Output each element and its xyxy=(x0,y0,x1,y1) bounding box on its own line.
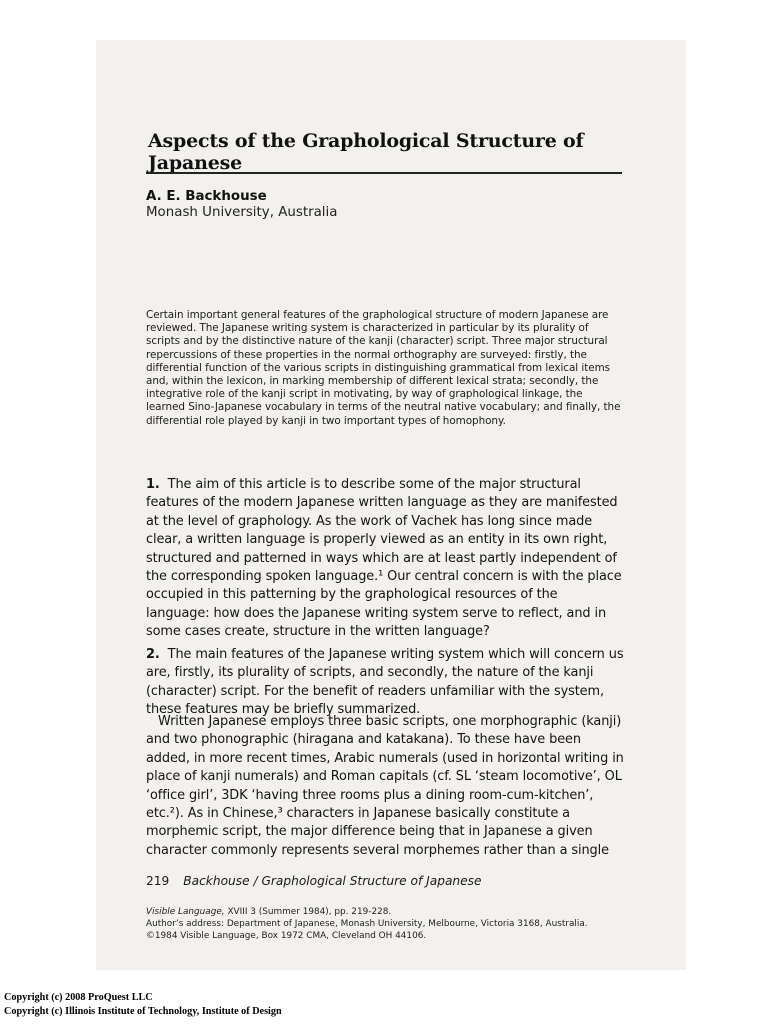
journal-copyright: ©1984 Visible Language, Box 1972 CMA, Cleveland OH 44106. xyxy=(146,930,427,941)
running-head: Backhouse / Graphological Structure of Japanese xyxy=(183,874,482,888)
section-number: 2. xyxy=(146,647,160,662)
journal-name: Visible Language, xyxy=(146,907,225,917)
journal-details: XVIII 3 (Summer 1984), pp. 219-228. xyxy=(224,907,392,917)
citation-block xyxy=(146,907,646,942)
continuation-paragraph: Written Japanese employs three basic scripts, one morphographic (kanji) and two phonographic (hiragana and katakana). To these have been added, in more recent times, Arabic numerals (used in horizontal writing in place of kanji numerals) and Roman capitals (cf. SL ‘steam locomotive’, OL ‘office girl’, 3DK ‘having three rooms plus a dining room-cum-kitchen’, etc.²). As in Chinese,³ characters in Japanese basically constitute a morphemic script, the major difference being that in Japanese a given character commonly represents several morphemes rather than a single xyxy=(146,714,624,858)
author-affiliation: Monash University, Australia xyxy=(146,205,338,220)
page-footer xyxy=(146,874,482,888)
abstract: Certain important general features of the graphological structure of modern Japanese are reviewed. The Japanese writing system is characterized in particular by its plurality of scripts and by the distinctive nature of the kanji (character) script. Three major structural repercussions of these properties in the normal orthography are surveyed: firstly, the differential function of the various scripts in distinguishing grammatical from lexical items and, within the lexicon, in marking membership of different lexical strata; secondly, the integrative role of the kanji script in motivating, by way of graphological linkage, the learned Sino-Japanese vocabulary in terms of the neutral native vocabulary; and finally, the differential role played by kanji in two important types of homophony. xyxy=(146,309,621,427)
section-2-paragraph xyxy=(146,646,624,720)
journal-citation xyxy=(146,907,646,919)
section-number: 1. xyxy=(146,477,160,492)
author-name: A. E. Backhouse xyxy=(146,189,267,204)
title-rule xyxy=(146,172,622,174)
section-text: The main features of the Japanese writing system which will concern us are, firstly, its plurality of scripts, and secondly, the nature of the kanji (character) script. For the benefit of readers unfamiliar with the system, these features may be briefly summarized. xyxy=(146,647,624,718)
paper-title: Aspects of the Graphological Structure of Japanese xyxy=(148,130,584,174)
copyright-notice: Copyright (c) Illinois Institute of Technology, Institute of Design xyxy=(4,1006,282,1017)
copyright-notice: Copyright (c) 2008 ProQuest LLC xyxy=(4,992,153,1003)
section-1-paragraph xyxy=(146,476,624,642)
page-number: 219 xyxy=(146,874,170,888)
author-address: Author’s address: Department of Japanese, Monash University, Melbourne, Victoria 3168, Australia. xyxy=(146,918,588,929)
section-text: The aim of this article is to describe some of the major structural features of the modern Japanese written language as they are manifested at the level of graphology. As the work of Vachek has long since made clear, a written language is properly viewed as an entity in its own right, structured and patterned in ways which are at least partly independent of the corresponding spoken language.¹ Our central concern is with the place occupied in this patterning by the graphological resources of the language: how does the Japanese writing system serve to reflect, and in some cases create, structure in the written language? xyxy=(146,477,622,640)
